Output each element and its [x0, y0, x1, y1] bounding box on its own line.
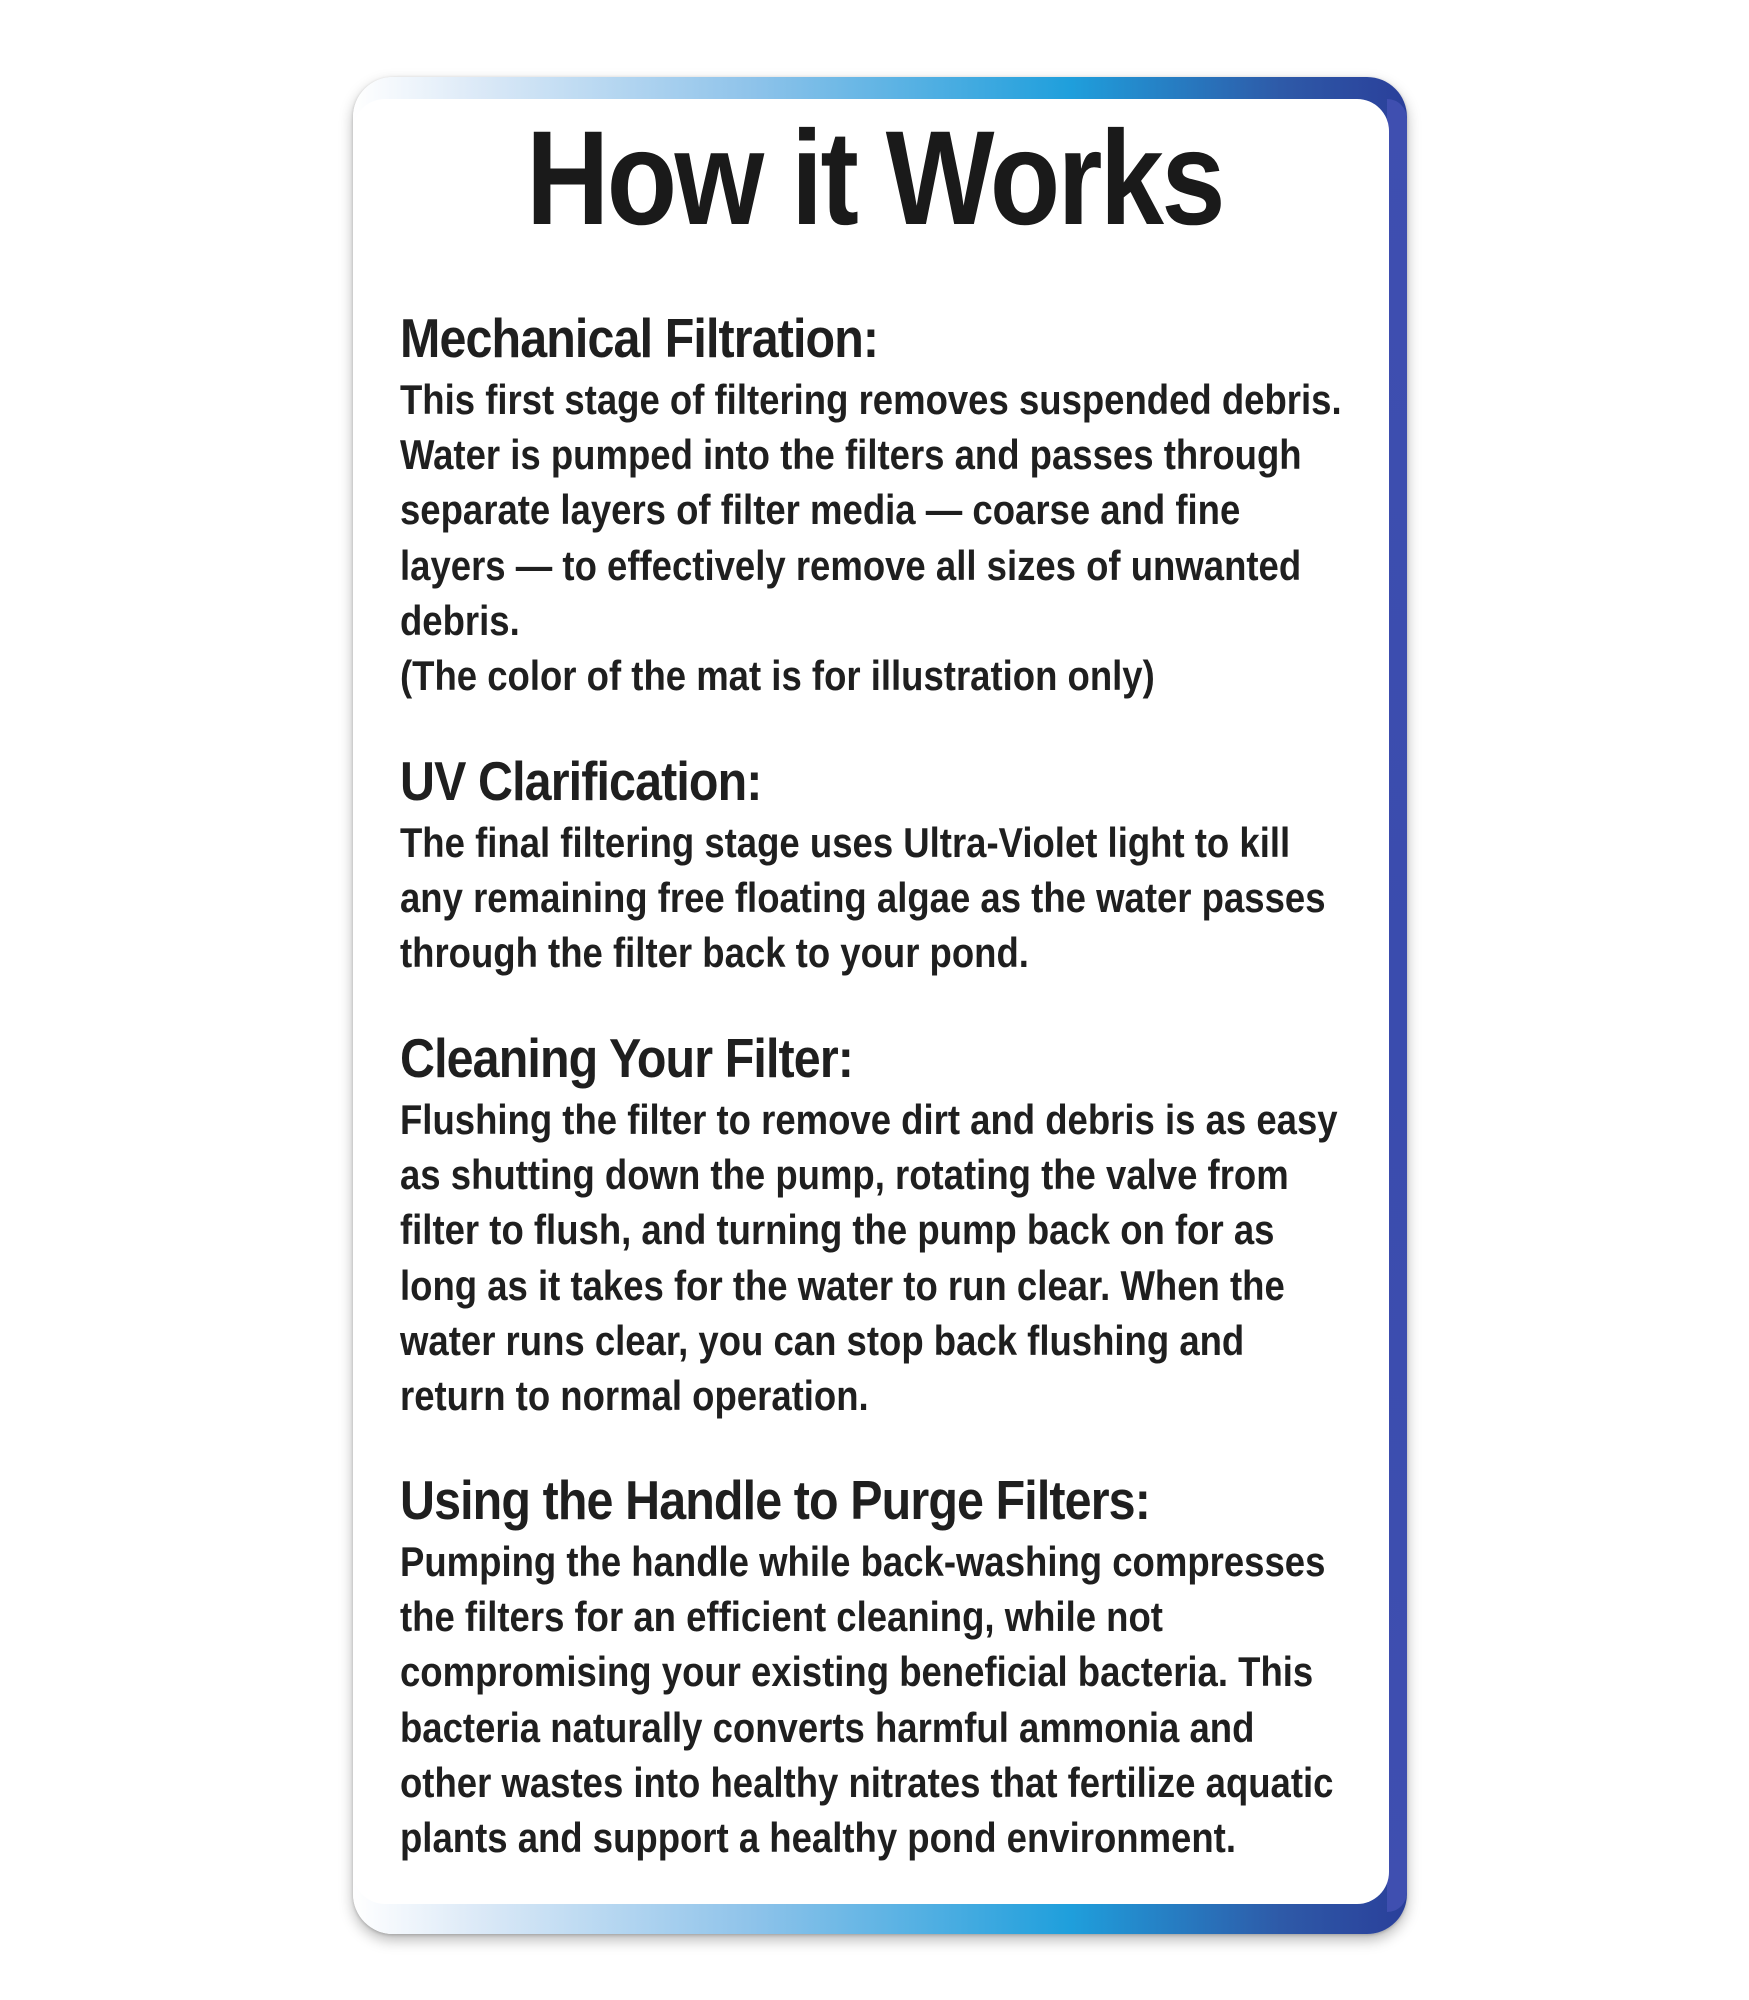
body-line: return to normal operation.: [400, 1372, 869, 1420]
body-line: through the filter back to your pond.: [400, 929, 1029, 977]
body-line: the filters for an efficient cleaning, while not: [400, 1593, 1163, 1641]
body-line: Pumping the handle while back-washing compresses: [400, 1538, 1326, 1585]
body-line: plants and support a healthy pond environment.: [400, 1814, 1236, 1862]
body-line: other wastes into healthy nitrates that fertilize aquatic: [400, 1758, 1334, 1806]
body-line: layers — to effectively remove all sizes of unwanted: [400, 541, 1302, 589]
section-body: [400, 1534, 1394, 1865]
section-heading: UV Clarification:: [400, 750, 762, 812]
section-heading: Mechanical Filtration:: [400, 307, 879, 369]
body-line: as shutting down the pump, rotating the valve from: [400, 1151, 1289, 1199]
body-line: This first stage of filtering removes suspended debris.: [400, 376, 1342, 423]
body-line: Water is pumped into the filters and passes through: [400, 431, 1302, 479]
body-line: any remaining free floating algae as the water passes: [400, 874, 1326, 922]
page-title: How it Works: [526, 104, 1223, 253]
body-line: water runs clear, you can stop back flushing and: [400, 1316, 1245, 1364]
body-line: separate layers of filter media — coarse and fine: [400, 486, 1241, 534]
body-line: compromising your existing beneficial bacteria. This: [400, 1648, 1314, 1696]
section-uv-clarification: [400, 749, 1400, 981]
section-mechanical-filtration: [400, 306, 1400, 703]
body-line: Flushing the filter to remove dirt and debris is as easy: [400, 1096, 1338, 1143]
body-line: The final filtering stage uses Ultra-Violet light to kill: [400, 819, 1291, 866]
section-body: [400, 372, 1394, 703]
section-using-the-handle: [400, 1468, 1400, 1865]
body-line: bacteria naturally converts harmful ammonia and: [400, 1703, 1255, 1751]
section-body: [400, 1092, 1394, 1423]
body-line: (The color of the mat is for illustration only): [400, 652, 1155, 700]
section-heading: Cleaning Your Filter:: [400, 1027, 854, 1089]
body-line: long as it takes for the water to run clear. When the: [400, 1261, 1285, 1309]
section-cleaning-your-filter: [400, 1026, 1400, 1423]
section-body: [400, 815, 1394, 981]
section-heading: Using the Handle to Purge Filters:: [400, 1469, 1150, 1531]
body-line: filter to flush, and turning the pump back on for as: [400, 1206, 1275, 1254]
body-line: debris.: [400, 596, 520, 644]
